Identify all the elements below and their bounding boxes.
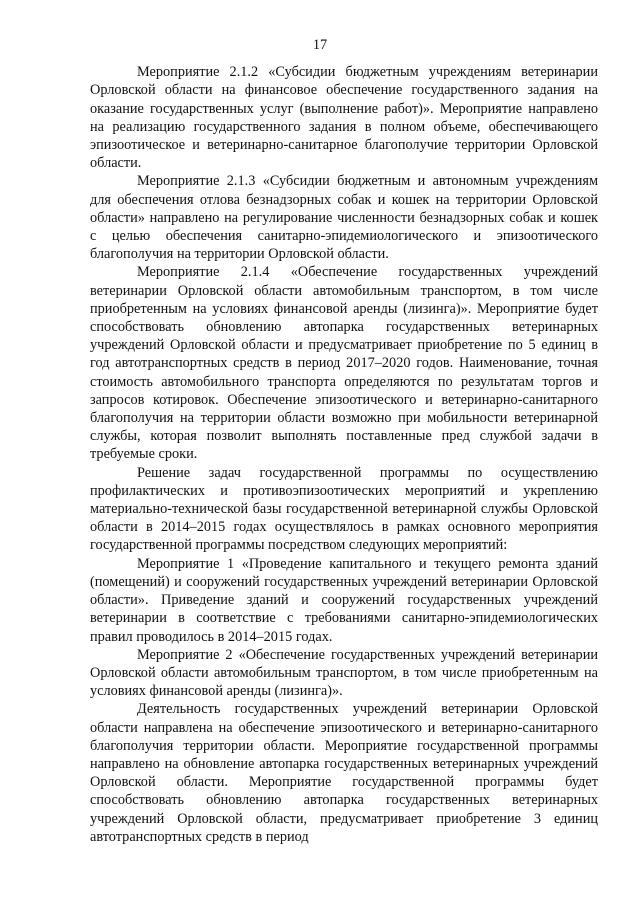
paragraph-measure-1: Мероприятие 1 «Проведение капитального и текущего ремонта зданий (помещений) и сооружений государственных учреждений ветеринарии Орловской области». Приведение зданий и сооружений государственных учреждений ветеринарии в соответствие с требованиями санитарно-эпидемиологических правил проводилось в 2014–2015 годах. <box>90 555 598 645</box>
paragraph-measure-2-1-3: Мероприятие 2.1.3 «Субсидии бюджетным и автономным учреждениям для обеспечения отлова безнадзорных собак и кошек на территории Орловской области» направлено на регулирование численности безнадзорных собак и кошек с целью обеспечения санитарно-эпидемиологического и эпизоотического благополучия на территории Орловской области. <box>90 173 598 263</box>
paragraph-program-tasks: Решение задач государственной программы по осуществлению профилактических и противоэпизоотических мероприятий и укреплению материально-технической базы государственной ветеринарной службы Орловской области в 2014–2015 годах осуществлялось в рамках основного мероприятия государственной программы посредством следующих мероприятий: <box>90 464 598 554</box>
paragraph-measure-2-1-2: Мероприятие 2.1.2 «Субсидии бюджетным учреждениям ветеринарии Орловской области на финансовое обеспечение государственного задания на оказание государственных услуг (выполнение работ)». Мероприятие направлено на реализацию государственного задания в полном объеме, обеспечивающего эпизоотическое и ветеринарно-санитарное благополучие территории Орловской области. <box>90 64 598 172</box>
page-number: 17 <box>312 37 328 53</box>
paragraph-measure-2-1-4: Мероприятие 2.1.4 «Обеспечение государственных учреждений ветеринарии Орловской области автомобильным транспортом, в том числе приобретенным на условиях финансовой аренды (лизинга)». Мероприятие будет способствовать обновлению автопарка государственных ветеринарных учреждений Орловской области и предусматривает приобретение по 5 единиц в год автотранспортных средств в период 2017–2020 годов. Наименование, точная стоимость автомобильного транспорта определяются по результатам торгов и запросов котировок. Обеспечение эпизоотического и ветеринарно-санитарного благополучия на территории области возможно при мобильности ветеринарной службы, которая позволит выполнять поставленные пред службой задачи в требуемые сроки. <box>90 264 598 463</box>
paragraph-vet-activity: Деятельность государственных учреждений ветеринарии Орловской области направлена на обеспечение эпизоотического и ветеринарно-санитарного благополучия территории области. Мероприятие государственной программы направлено на обновление автопарка государственных ветеринарных учреждений Орловской области. Мероприятие государственной программы будет способствовать обновлению автопарка государственных ветеринарных учреждений Орловской области, предусматривает приобретение 3 единиц автотранспортных средств в период <box>90 701 598 845</box>
paragraph-measure-2: Мероприятие 2 «Обеспечение государственных учреждений ветеринарии Орловской области автомобильным транспортом, в том числе приобретенным на условиях финансовой аренды (лизинга)». <box>90 646 598 700</box>
